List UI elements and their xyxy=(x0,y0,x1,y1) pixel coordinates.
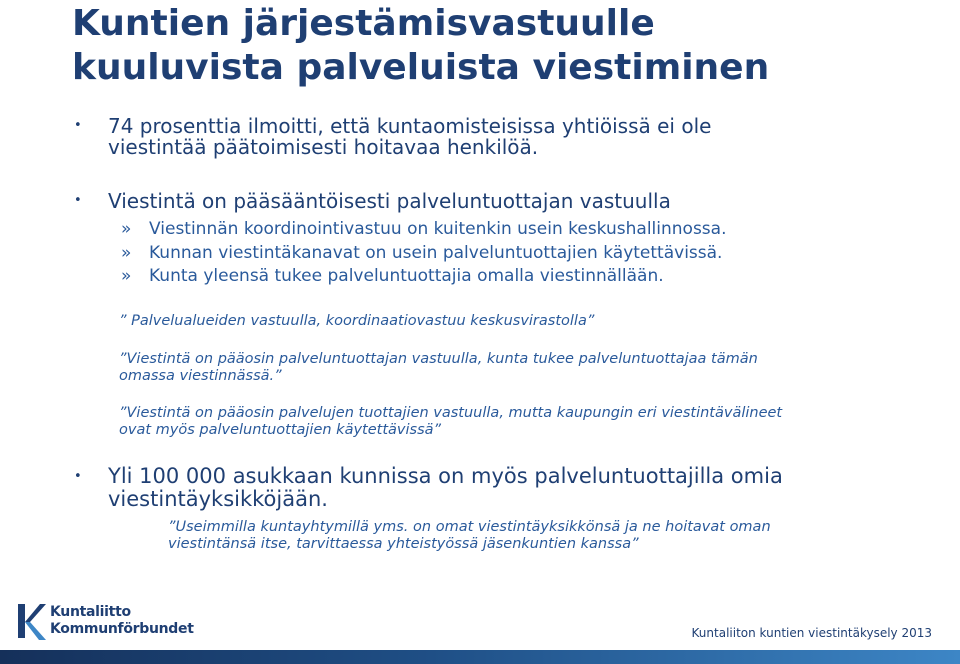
quote-3-line2: ovat myös palveluntuottajien käytettävissä” xyxy=(119,422,442,438)
bullet-3-line1: Yli 100 000 asukkaan kunnissa on myös palveluntuottajilla omia xyxy=(108,464,783,488)
sub-item-marker: » xyxy=(121,266,132,286)
bullet-1-line1: 74 prosenttia ilmoitti, että kuntaomisteisissa yhtiöissä ei ole xyxy=(108,114,712,138)
kuntaliitto-logo xyxy=(16,602,194,642)
quote-3-line1: ”Viestintä on pääosin palvelujen tuottajien vastuulla, mutta kaupungin eri viestintävälineet xyxy=(119,405,783,421)
quote-2 xyxy=(119,351,859,385)
sub-item xyxy=(121,265,921,287)
slide-title-line2: kuuluvista palveluista viestiminen xyxy=(72,47,770,88)
bullet-3-line2: viestintäyksikköjään. xyxy=(108,487,328,511)
sub-item-marker: » xyxy=(121,243,132,263)
footer-bar xyxy=(0,650,960,664)
note-quote xyxy=(168,519,848,553)
bullet-marker: • xyxy=(74,118,82,133)
quote-2-line1: ”Viestintä on pääosin palveluntuottajan vastuulla, kunta tukee palveluntuottajaa tämän xyxy=(119,351,758,367)
quote-1-line1: ” Palvelualueiden vastuulla, koordinaatiovastuu keskusvirastolla” xyxy=(119,313,595,329)
slide-title xyxy=(72,2,942,90)
sub-item xyxy=(121,242,921,264)
bullet-marker: • xyxy=(74,193,82,208)
sub-item-text: Viestinnän koordinointivastuu on kuitenkin usein keskushallinnossa. xyxy=(149,219,727,239)
footer-credit: Kuntaliiton kuntien viestintäkysely 2013 xyxy=(691,626,932,640)
bullet-1 xyxy=(74,116,924,158)
bullet-3 xyxy=(74,465,924,511)
bullet-2-line1: Viestintä on pääsääntöisesti palveluntuottajan vastuulla xyxy=(108,189,671,213)
quote-2-line2: omassa viestinnässä.” xyxy=(119,368,282,384)
quote-3 xyxy=(119,405,859,439)
bullet-marker: • xyxy=(74,469,82,484)
logo-text-line1: Kuntaliitto xyxy=(50,604,131,620)
note-line2: viestintänsä itse, tarvittaessa yhteistyössä jäsenkuntien kanssa” xyxy=(168,536,639,552)
kuntaliitto-logo-icon xyxy=(16,602,46,642)
quote-1 xyxy=(119,313,859,330)
slide-title-line1: Kuntien järjestämisvastuulle xyxy=(72,3,655,44)
sub-item-text: Kunnan viestintäkanavat on usein palveluntuottajien käytettävissä. xyxy=(149,243,723,263)
sub-item-marker: » xyxy=(121,219,132,239)
sub-item xyxy=(121,218,921,240)
sub-item-text: Kunta yleensä tukee palveluntuottajia omalla viestinnällään. xyxy=(149,266,664,286)
bullet-2 xyxy=(74,191,924,212)
bullet-1-line2: viestintää päätoimisesti hoitavaa henkilöä. xyxy=(108,135,539,159)
logo-text-line2: Kommunförbundet xyxy=(50,621,194,637)
note-line1: ”Useimmilla kuntayhtymillä yms. on omat viestintäyksikkönsä ja ne hoitavat oman xyxy=(168,519,771,535)
